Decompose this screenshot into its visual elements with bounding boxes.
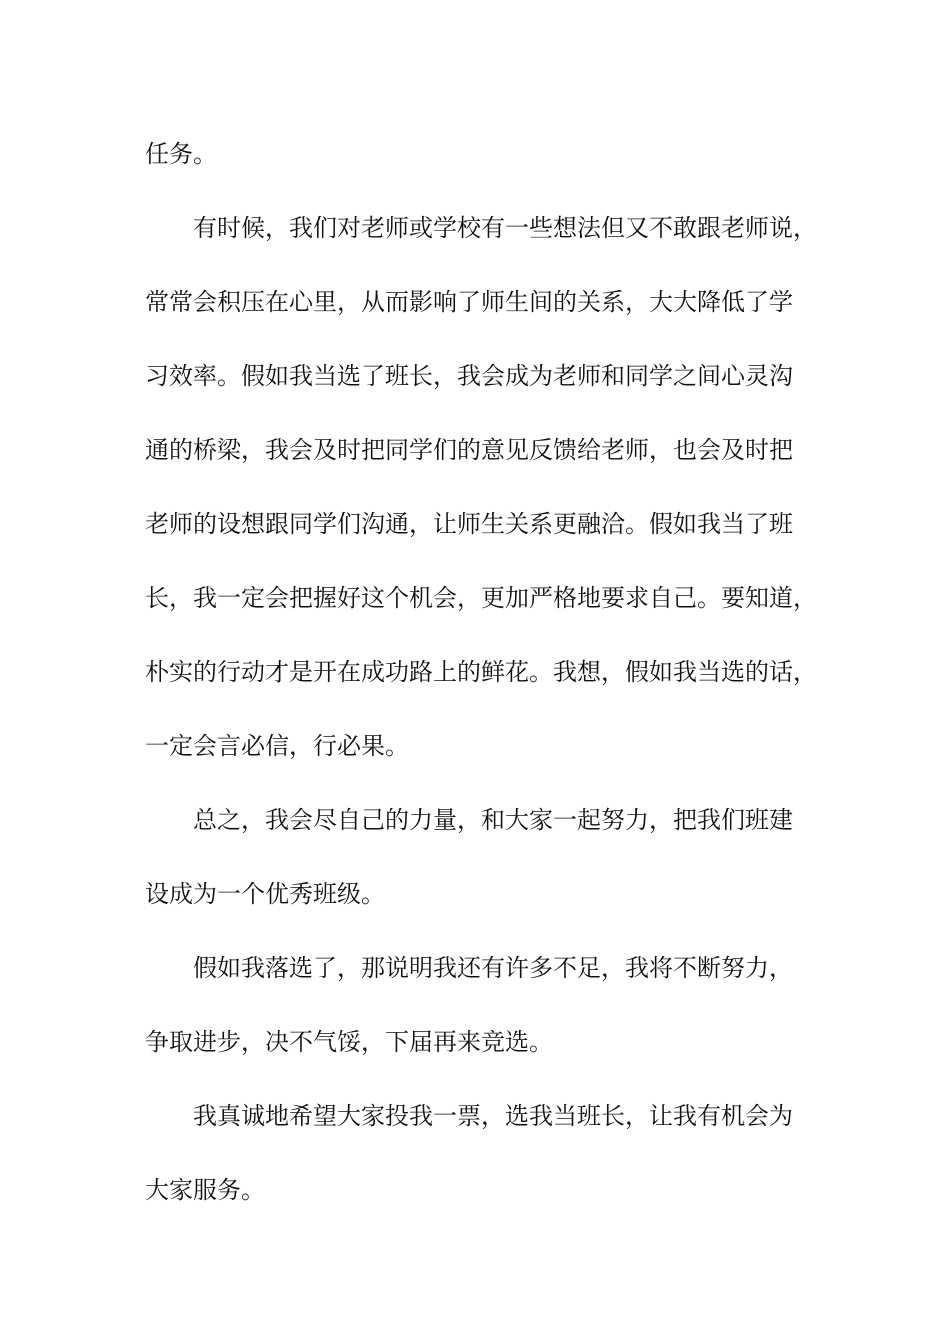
paragraph-first-line: 假如我落选了，那说明我还有许多不足，我将不断努力， (193, 954, 793, 982)
paragraph-first-line: 我真诚地希望大家投我一票，选我当班长，让我有机会为 (193, 1102, 793, 1130)
text-line: 任务。 (145, 140, 217, 168)
text-line: 老师的设想跟同学们沟通，让师生关系更融洽。假如我当了班 (145, 510, 793, 538)
text-line: 设成为一个优秀班级。 (145, 880, 385, 908)
paragraph-first-line: 有时候，我们对老师或学校有一些想法但又不敢跟老师说， (193, 214, 817, 242)
paragraph-first-line: 总之，我会尽自己的力量，和大家一起努力，把我们班建 (193, 806, 793, 834)
text-line: 争取进步，决不气馁，下届再来竞选。 (145, 1028, 553, 1056)
text-line: 朴实的行动才是开在成功路上的鲜花。我想，假如我当选的话， (145, 658, 817, 686)
text-line: 常常会积压在心里，从而影响了师生间的关系，大大降低了学 (145, 288, 793, 316)
text-line: 大家服务。 (145, 1176, 265, 1204)
text-line: 习效率。假如我当选了班长，我会成为老师和同学之间心灵沟 (145, 362, 793, 390)
text-line: 通的桥梁，我会及时把同学们的意见反馈给老师，也会及时把 (145, 436, 793, 464)
text-line: 一定会言必信，行必果。 (145, 732, 409, 760)
text-line: 长，我一定会把握好这个机会，更加严格地要求自己。要知道， (145, 584, 817, 612)
